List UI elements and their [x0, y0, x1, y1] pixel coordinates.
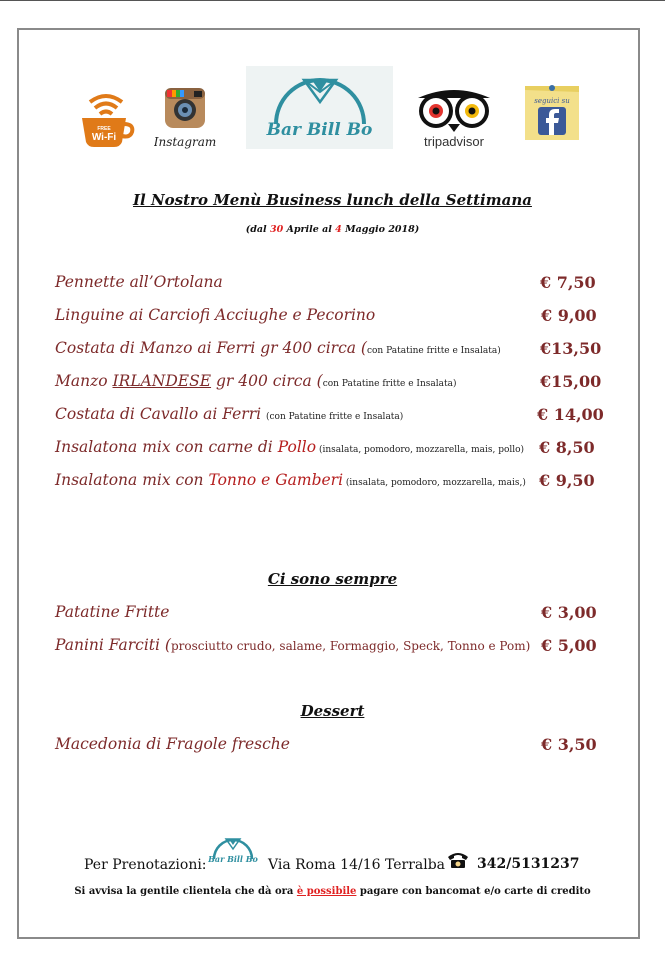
menu-item — [55, 603, 169, 621]
item-name-prefix: Manzo — [55, 372, 113, 390]
booking-footer — [0, 855, 665, 877]
item-note: (insalata, pomodoro, mozzarella, mais,) — [343, 478, 526, 488]
tripadvisor-label: tripadvisor — [424, 134, 484, 149]
section-title-sempre: Ci sono sempre — [267, 570, 398, 588]
item-price: € 8,50 — [539, 438, 595, 457]
menu-item — [55, 372, 457, 390]
menu-item — [55, 735, 290, 753]
payment-notice — [0, 886, 665, 897]
item-name-underlined: IRLANDESE — [112, 372, 212, 390]
footer-logo-text: Bar Bill Bo — [208, 854, 258, 864]
bar-bill-bo-logo — [246, 66, 393, 149]
booking-label: Per Prenotazioni: — [84, 857, 207, 873]
tripadvisor-icon — [414, 84, 494, 154]
menu-item — [55, 405, 403, 423]
menu-item — [55, 636, 530, 654]
item-name: Macedonia di Fragole fresche — [55, 735, 290, 753]
menu-title: Il Nostro Menù Business lunch della Settimana — [133, 191, 532, 209]
notice-highlight: è possibile — [296, 886, 357, 897]
item-name-suffix: gr 400 circa ( — [211, 372, 323, 390]
section-title-dessert: Dessert — [300, 702, 365, 720]
item-price: € 3,00 — [541, 603, 597, 622]
item-note: con Patatine fritte e Insalata) — [366, 346, 501, 356]
item-note: (con Patatine fritte e Insalata) — [266, 412, 404, 422]
top-rule — [0, 0, 665, 1]
menu-item — [55, 339, 501, 357]
logo-text: Bar Bill Bo — [266, 120, 373, 140]
date-start-day: 30 — [269, 224, 284, 235]
item-name: Patatine Fritte — [55, 603, 170, 621]
date-end-day: 4 — [335, 224, 342, 235]
item-name: Costata di Manzo ai Ferri gr 400 circa ( — [55, 339, 367, 357]
item-price: € 7,50 — [540, 273, 596, 292]
phone-number: 342/5131237 — [477, 856, 580, 872]
instagram-icon — [154, 86, 216, 152]
footer-logo — [204, 833, 262, 875]
svg-text:Wi-Fi: Wi-Fi — [91, 132, 117, 143]
svg-text:FREE: FREE — [97, 126, 111, 132]
item-note: con Patatine fritte e Insalata) — [322, 379, 457, 389]
item-name: Insalatona mix con — [55, 471, 209, 489]
item-name: Linguine ai Carciofi Acciughe e Pecorino — [55, 306, 376, 324]
item-name: Costata di Cavallo ai Ferri — [55, 405, 266, 423]
menu-item — [55, 471, 526, 489]
item-price: €13,50 — [540, 339, 602, 358]
facebook-label: seguici su — [534, 97, 570, 105]
item-price: € 9,50 — [539, 471, 595, 490]
item-price: € 5,00 — [541, 636, 597, 655]
item-name: Panini Farciti ( — [55, 636, 171, 654]
item-note: (insalata, pomodoro, mozzarella, mais, pollo) — [316, 445, 525, 455]
phone-icon — [447, 851, 469, 869]
instagram-label: Instagram — [154, 135, 216, 149]
item-name: Insalatona mix con carne di — [55, 438, 278, 456]
item-price: €15,00 — [540, 372, 602, 391]
item-price: € 14,00 — [537, 405, 604, 424]
item-highlight: Tonno e Gamberi — [208, 471, 344, 489]
notice-text-post: pagare con bancomat e/o carte di credito — [356, 886, 591, 897]
facebook-icon — [523, 84, 581, 142]
menu-item — [55, 438, 524, 456]
notice-text-pre: Si avvisa la gentile clientela che dà ora — [74, 886, 297, 897]
date-range — [0, 224, 665, 235]
item-price: € 3,50 — [541, 735, 597, 754]
free-wifi-icon — [76, 86, 136, 150]
item-price: € 9,00 — [541, 306, 597, 325]
date-mid: Aprile al — [283, 224, 336, 235]
item-note: prosciutto crudo, salame, Formaggio, Speck, Tonno e Pom) — [170, 639, 531, 653]
address: Via Roma 14/16 Terralba — [268, 857, 446, 873]
item-name: Pennette all’Ortolana — [55, 273, 223, 291]
menu-item — [55, 273, 223, 291]
date-prefix: (dal — [245, 224, 270, 235]
menu-item — [55, 306, 375, 324]
item-highlight: Pollo — [277, 438, 317, 456]
date-suffix: Maggio 2018) — [341, 224, 420, 235]
